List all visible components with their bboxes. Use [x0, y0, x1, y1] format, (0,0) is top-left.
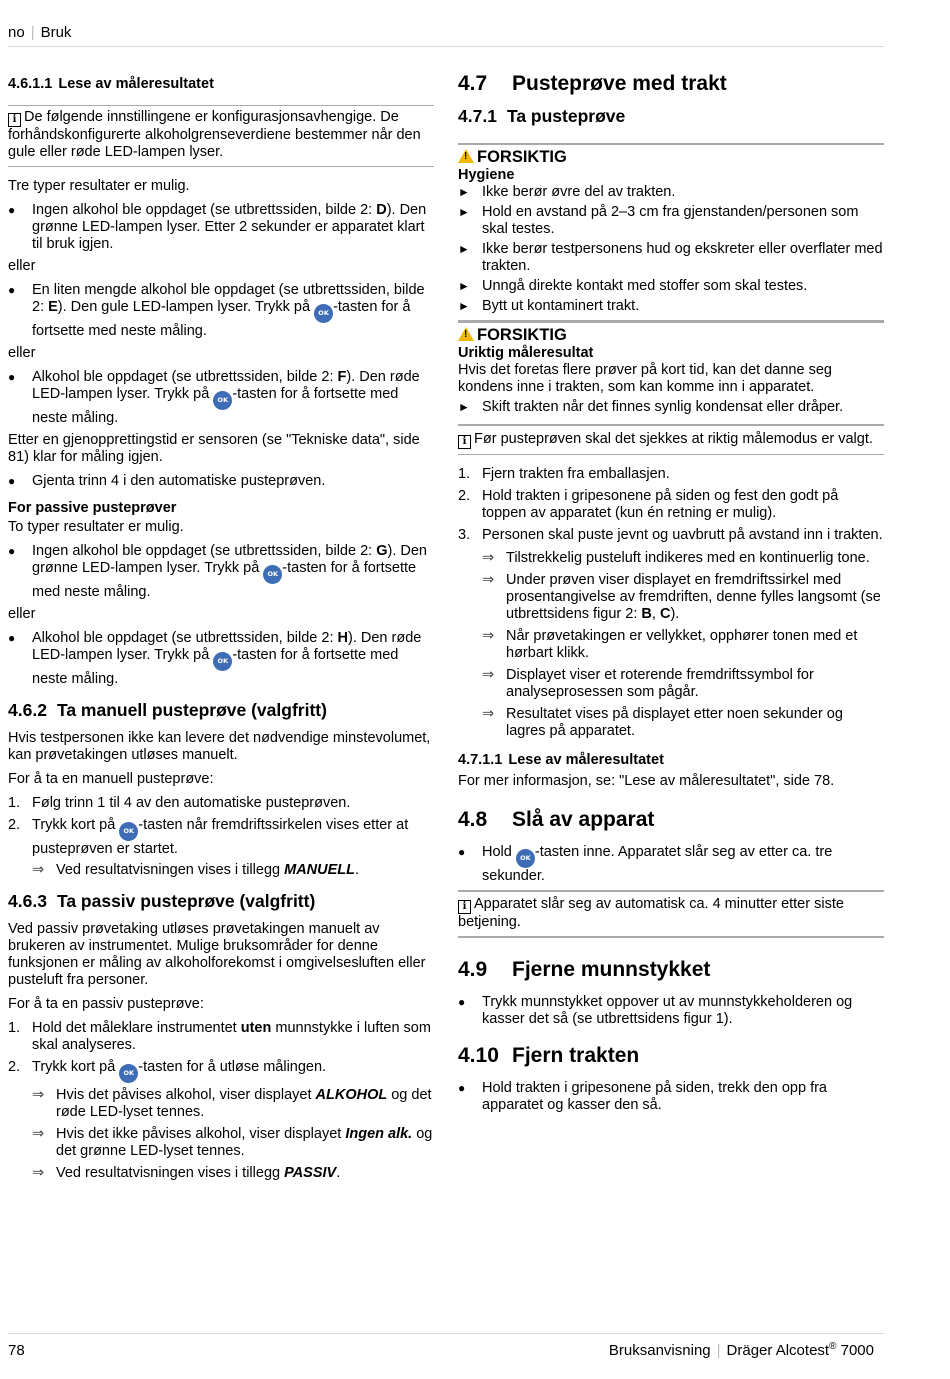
result-item: ⇒ Hvis det påvises alkohol, viser displayet ALKOHOL og det røde LED-lyset tennes.	[32, 1087, 434, 1121]
warning-icon	[458, 327, 474, 341]
passive-steps	[8, 1020, 434, 1182]
list-item: ● Alkohol ble oppdaget (se utbrettssiden, bilde 2: F). Den røde LED-lampen lyser. Trykk på OK -tasten for å fortsette med neste måling.	[8, 369, 434, 427]
list-item: ● Gjenta trinn 4 i den automatiske pusteprøven.	[8, 473, 434, 490]
ok-key-icon: OK	[516, 849, 535, 868]
list-item: 1. Hold det måleklare instrumentet uten munnstykke i luften som skal analyseres.	[8, 1020, 431, 1053]
result-item: ⇒ Ved resultatvisningen vises i tillegg PASSIV.	[32, 1165, 434, 1182]
list-item: ● Hold OK -tasten inne. Apparatet slår seg av etter ca. tre sekunder.	[458, 844, 884, 885]
list-item: 2. Hold trakten i gripesonene på siden og fest den godt på toppen av apparatet (kun én retning er mulig).	[458, 488, 839, 521]
manual-steps	[8, 795, 434, 879]
ok-key-icon: OK	[119, 1064, 138, 1083]
list-item: ● Ingen alkohol ble oppdaget (se utbrettssiden, bilde 2: D). Den grønne LED-lampen lyser. Etter 2 sekunder er apparatet klart til bruk igjen.	[8, 202, 434, 253]
paragraph: Hvis testpersonen ikke kan levere det nødvendige minstevolumet, kan prøvetakingen utløses manuelt.	[8, 730, 431, 763]
paragraph: Ved passiv prøvetaking utløses prøvetakingen manuelt av brukeren av instrumentet. Mulige bruksområder for denne funksjonen er måling av alkoholforekomst i omgivelsesluften eller pusteluft fra personer.	[8, 921, 426, 988]
ok-key-icon: OK	[263, 565, 282, 584]
passive-result-list	[8, 630, 434, 688]
result-item: ⇒ Resultatet vises på displayet etter noen sekunder og lagres på apparatet.	[482, 706, 884, 740]
list-item: ● Hold trakten i gripesonene på siden, trekk den opp fra apparatet og kasser den så.	[458, 1080, 884, 1114]
paragraph: eller	[8, 606, 36, 622]
info-icon: i	[8, 113, 21, 127]
heading-4-6-1-1: 4.6.1.1 Lese av måleresultatet	[8, 76, 214, 92]
info-note: i De følgende innstillingene er konfigurasjonsavhengige. De forhåndskonfigurerte alkoholgrenseverdiene bestemmer når den gule eller røde LED-lampen lyser.	[8, 105, 434, 167]
paragraph: eller	[8, 345, 36, 361]
heading-4-9: 4.9 Fjerne munnstykket	[458, 958, 711, 981]
result-item: ⇒ Når prøvetakingen er vellykket, opphører tonen med et hørbart klikk.	[482, 628, 884, 662]
shutdown-list	[458, 844, 884, 885]
paragraph: Tre typer resultater er mulig.	[8, 178, 190, 194]
list-item: ► Ikke berør øvre del av trakten.	[458, 184, 884, 201]
result-list	[8, 282, 434, 340]
result-list	[8, 369, 434, 427]
list-item: 1. Følg trinn 1 til 4 av den automatiske pusteprøven.	[8, 795, 351, 811]
ok-key-icon: OK	[213, 652, 232, 671]
left-column	[8, 70, 434, 1187]
result-item: ⇒ Displayet viser et roterende fremdriftssymbol for analyseprosessen som pågår.	[482, 667, 884, 701]
list-item: ► Unngå direkte kontakt med stoffer som skal testes.	[458, 278, 884, 295]
list-item: ► Bytt ut kontaminert trakt.	[458, 298, 884, 315]
funnel-removal-list	[458, 1080, 884, 1114]
right-column: 4.7 Pusteprøve med trakt 4.7.1 Ta pusteprøve !FORSIKTIG Hygiene ► Ikke berør øvre del av trakten. ► Hold en avstand på 2–3 cm fra gjenstanden/personen som skal testes. ► Ikke berør testpersonens hud og ekskreter eller overflater med trakten. ► Unngå direkte kontakt med stoffer som skal testes. ► Bytt ut kontaminert trakt. !FORSIKTIG Uriktig måleresultat Hvis det foretas flere prøver på kort tid, kan det danne seg kondens inne i trakten, som kan komme inn i apparatet. ► Skift trakten når det finnes synlig kondensat eller dråper. i Før pusteprøven skal det sjekkes at riktig målemodus er valgt. 1. Fjern trakten fra emballasjen. 2. Hold trakten i gripesonene på siden og fest den godt på toppen av apparatet (kun én retning er mulig). 3. Personen skal puste jevnt og uavbrutt på avstand inn i trakten. ⇒ Tilstrekkelig pusteluft indikeres med en kontinuerlig tone. ⇒ Under prøven viser displayet en fremdriftssirkel med prosentangivelse av fremdriften, denne fylles langsomt (se utbrettsidens figur 2: B, C). ⇒ Når prøvetakingen er vellykket, opphører tonen med et hørbart klikk. ⇒ Displayet viser et roterende fremdriftssymbol for analyseprosessen som pågår. ⇒ Resultatet vises på displayet etter noen sekunder og lagres på apparatet. 4.7.1.1 Lese av måleresultatet For mer informasjon, se: "Lese av måleresultatet", side 78. 4.8 Slå av apparat ● Hold OK -tasten inne. Apparatet slår seg av etter ca. tre sekunder. i Apparatet slår seg av automatisk ca. 4 minutter etter siste betjening. 4.9 Fjerne munnstykket ● Trykk munnstykket oppover ut av munnstykkeholderen og kasser det så (se utbrettsidens figur 1). 4.10 Fjern trakten ● Hold trakten i gripesonene på siden, trekk den opp fra apparatet og kasser den så.	[458, 70, 884, 1119]
caution-measurement: !FORSIKTIG Uriktig måleresultat Hvis det foretas flere prøver på kort tid, kan det danne seg kondens inne i trakten, som kan komme inn i apparatet. ► Skift trakten når det finnes synlig kondensat eller dråper.	[458, 320, 884, 416]
ok-key-icon: OK	[119, 822, 138, 841]
page-header: no | Bruk	[8, 24, 884, 47]
mouthpiece-list	[458, 994, 884, 1028]
result-item: ⇒ Tilstrekkelig pusteluft indikeres med en kontinuerlig tone.	[482, 550, 884, 567]
caution-hygiene: !FORSIKTIG Hygiene ► Ikke berør øvre del av trakten. ► Hold en avstand på 2–3 cm fra gjenstanden/personen som skal testes. ► Ikke berør testpersonens hud og ekskreter eller overflater med trakten. ► Unngå direkte kontakt med stoffer som skal testes. ► Bytt ut kontaminert trakt.	[458, 143, 884, 315]
paragraph: Etter en gjenopprettingstid er sensoren (se "Tekniske data", side 81) klar for måling igjen.	[8, 432, 420, 465]
info-note: i Før pusteprøven skal det sjekkes at riktig målemodus er valgt.	[458, 424, 884, 455]
list-item: ► Hold en avstand på 2–3 cm fra gjenstanden/personen som skal testes.	[458, 204, 884, 238]
heading-4-10: 4.10 Fjern trakten	[458, 1044, 640, 1067]
caution-list	[458, 399, 884, 416]
heading-4-7-1-1: 4.7.1.1 Lese av måleresultatet	[458, 752, 664, 768]
list-item: 3. Personen skal puste jevnt og uavbrutt på avstand inn i trakten. ⇒ Tilstrekkelig pusteluft indikeres med en kontinuerlig tone. ⇒ Under prøven viser displayet en fremdriftssirkel med prosentangivelse av fremdriften, denne fylles langsomt (se utbrettsidens figur 2: B, C). ⇒ Når prøvetakingen er vellykket, opphører tonen med et hørbart klikk. ⇒ Displayet viser et roterende fremdriftssymbol for analyseprosessen som pågår. ⇒ Resultatet vises på displayet etter noen sekunder og lagres på apparatet.	[458, 527, 884, 740]
result-item: ⇒ Ved resultatvisningen vises i tillegg MANUELL.	[32, 862, 434, 879]
repeat-list	[8, 473, 434, 490]
funnel-steps	[458, 466, 884, 740]
caution-list	[458, 184, 884, 315]
passive-result-list	[8, 543, 434, 601]
result-item: ⇒ Hvis det ikke påvises alkohol, viser displayet Ingen alk. og det grønne LED-lyset tennes.	[32, 1126, 434, 1160]
info-note: i Apparatet slår seg av automatisk ca. 4 minutter etter siste betjening.	[458, 890, 884, 938]
paragraph: For å ta en manuell pusteprøve:	[8, 771, 214, 787]
list-item: ► Ikke berør testpersonens hud og ekskreter eller overflater med trakten.	[458, 241, 884, 275]
heading-4-7-1: 4.7.1 Ta pusteprøve	[458, 106, 626, 126]
page-footer: 78 Bruksanvisning | Dräger Alcotest® 7000	[8, 1333, 884, 1342]
header-language: no	[8, 24, 25, 41]
heading-4-8: 4.8 Slå av apparat	[458, 808, 655, 831]
result-item: ⇒ Under prøven viser displayet en fremdriftssirkel med prosentangivelse av fremdriften, denne fylles langsomt (se utbrettsidens figur 2: B, C).	[482, 572, 884, 623]
result-list	[8, 202, 434, 253]
header-section: Bruk	[40, 24, 72, 41]
ok-key-icon: OK	[314, 304, 333, 323]
list-item: ► Skift trakten når det finnes synlig kondensat eller dråper.	[458, 399, 884, 416]
list-item: 1. Fjern trakten fra emballasjen.	[458, 466, 670, 482]
subheading-passive: For passive pusteprøver	[8, 500, 177, 516]
list-item: 2. Trykk kort på OK -tasten når fremdriftssirkelen vises etter at pusteprøven er startet. ⇒ Ved resultatvisningen vises i tillegg MANUELL.	[8, 817, 434, 879]
heading-4-7: 4.7 Pusteprøve med trakt	[458, 72, 727, 95]
info-icon: i	[458, 900, 471, 914]
list-item: ● En liten mengde alkohol ble oppdaget (se utbrettssiden, bilde 2: E). Den gule LED-lampen lyser. Trykk på OK -tasten for å fortsette med neste måling.	[8, 282, 434, 340]
list-item: ● Alkohol ble oppdaget (se utbrettssiden, bilde 2: H). Den røde LED-lampen lyser. Trykk på OK -tasten for å fortsette med neste måling.	[8, 630, 434, 688]
heading-4-6-2: 4.6.2 Ta manuell pusteprøve (valgfritt)	[8, 700, 327, 720]
warning-icon	[458, 149, 474, 163]
footer-product: Dräger Alcotest	[726, 1342, 830, 1359]
footer-doc: Bruksanvisning	[608, 1342, 711, 1359]
paragraph: To typer resultater er mulig.	[8, 519, 184, 535]
heading-4-6-3: 4.6.3 Ta passiv pusteprøve (valgfritt)	[8, 891, 316, 911]
paragraph: For å ta en passiv pusteprøve:	[8, 996, 204, 1012]
list-item: ● Trykk munnstykket oppover ut av munnstykkeholderen og kasser det så (se utbrettsidens figur 1).	[458, 994, 884, 1028]
page-number: 78	[8, 1342, 25, 1359]
list-item: 2. Trykk kort på OK -tasten for å utløse målingen. ⇒ Hvis det påvises alkohol, viser displayet ALKOHOL og det røde LED-lyset tennes. ⇒ Hvis det ikke påvises alkohol, viser displayet Ingen alk. og det grønne LED-lyset tennes. ⇒ Ved resultatvisningen vises i tillegg PASSIV.	[8, 1059, 434, 1182]
info-icon: i	[458, 435, 471, 449]
paragraph: eller	[8, 258, 36, 274]
list-item: ● Ingen alkohol ble oppdaget (se utbrettssiden, bilde 2: G). Den grønne LED-lampen lyser. Trykk på OK -tasten for å fortsette med neste måling.	[8, 543, 434, 601]
ok-key-icon: OK	[213, 391, 232, 410]
